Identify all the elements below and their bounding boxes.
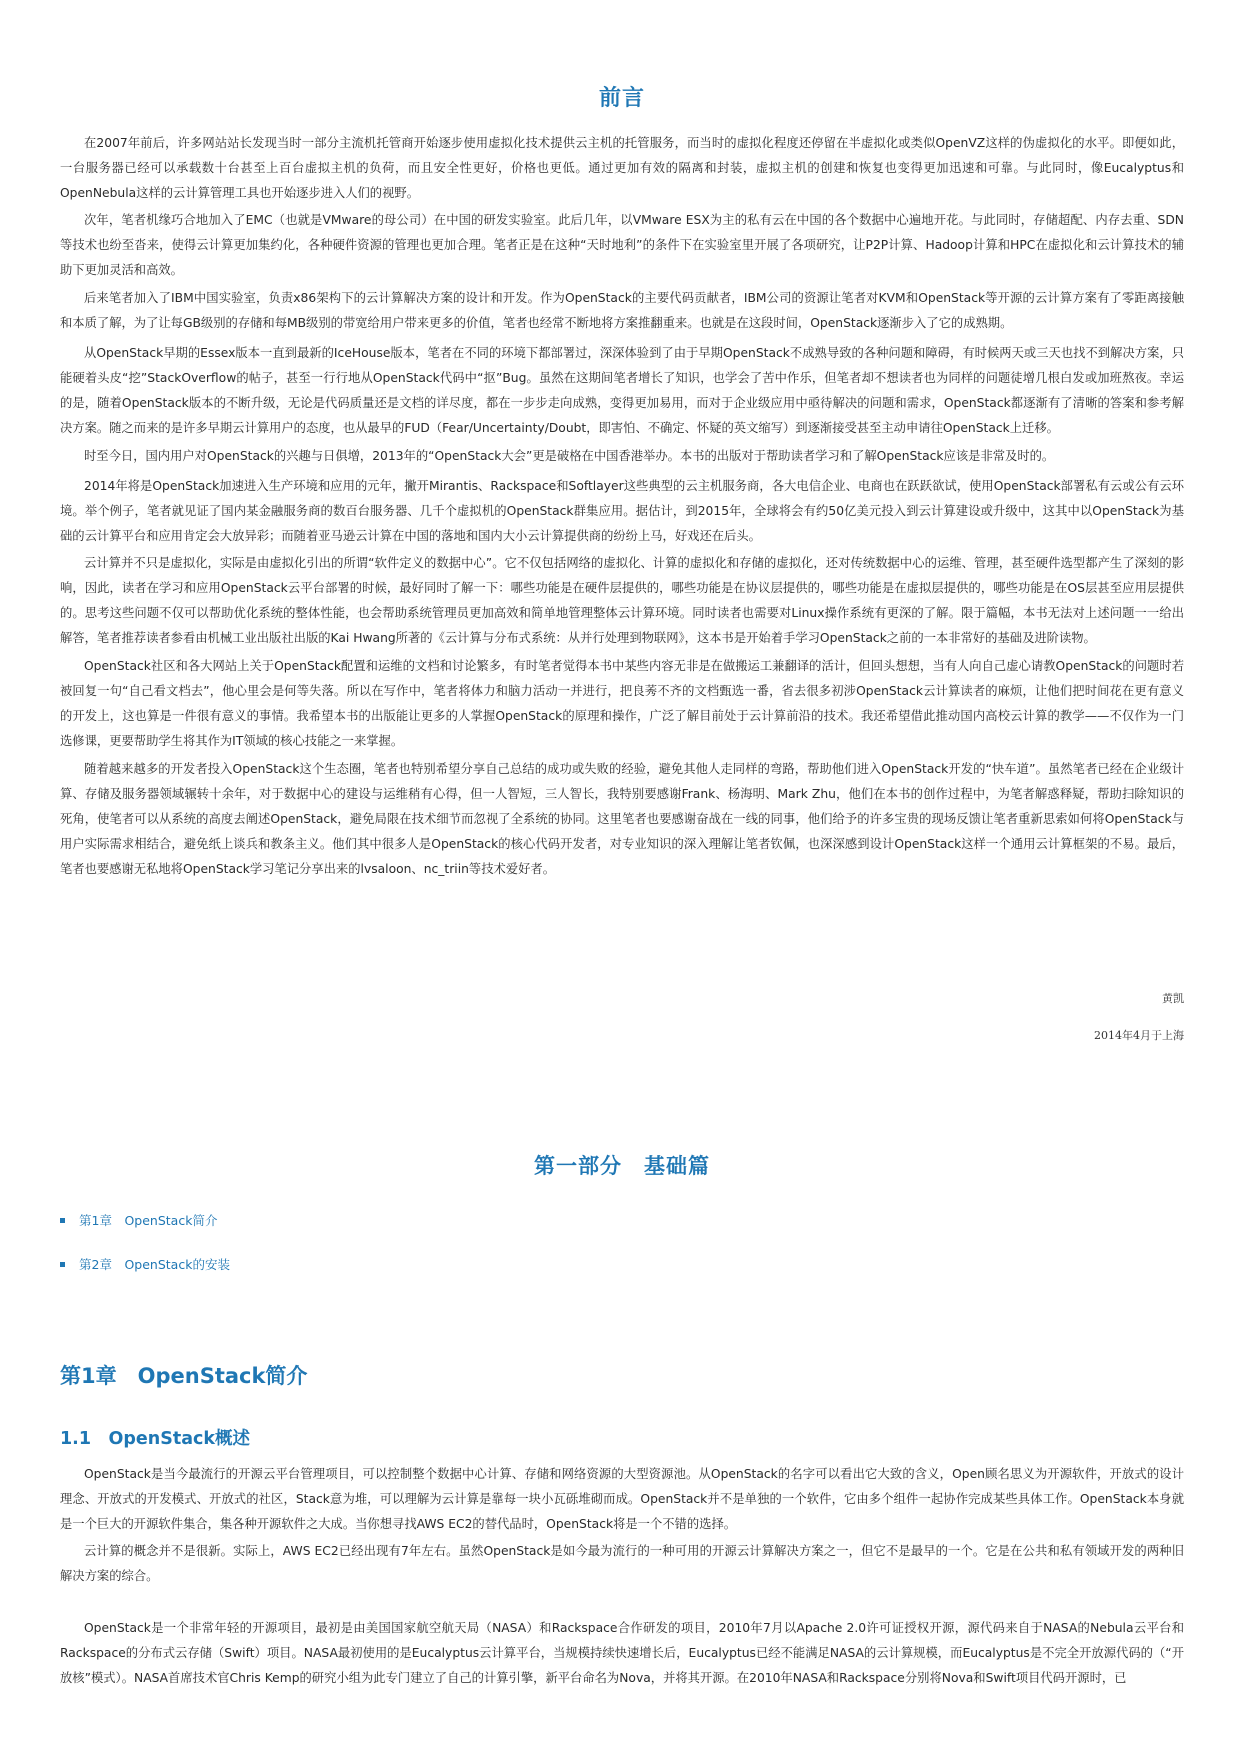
toc-item-chapter-1[interactable] <box>60 1210 660 1230</box>
section-paragraph: OpenStack是一个非常年轻的开源项目，最初是由美国国家航空航天局（NASA）和Rackspace合作研发的项目，2010年7月以Apache 2.0许可证授权开源，源代码来自于NASA的Nebula云平台和Rackspace的分布式云存储（Swift）项目。NASA最初使用的是Eucalyptus云计算平台，当规模持续快速增长后，Eucalyptus已经不能满足NASA的云计算规模，而Eucalyptus是不完全开放源代码的（“开放核”模式）。NASA首席技术官Chris Kemp的研究小组为此专门建立了自己的计算引擎，新平台命名为Nova，并将其开源。在2010年NASA和Rackspace分别将Nova和Swift项目代码开源时，已 <box>60 1621 1184 1685</box>
preface-paragraph: 次年，笔者机缘巧合地加入了EMC（也就是VMware的母公司）在中国的研发实验室。此后几年，以VMware ESX为主的私有云在中国的各个数据中心遍地开花。与此同时，存储超配、内存去重、SDN等技术也纷至沓来，使得云计算更加集约化，各种硬件资源的管理也更加合理。笔者正是在这种“天时地利”的条件下在实验室里开展了各项研究，让P2P计算、Hadoop计算和HPC在虚拟化和云计算技术的辅助下更加灵活和高效。 <box>60 213 1184 277</box>
section-paragraph: 云计算的概念并不是很新。实际上，AWS EC2已经出现有7年左右。虽然OpenStack是如今最为流行的一种可用的开源云计算解决方案之一，但它不是最早的一个。它是在公共和私有领域开发的两种旧解决方案的综合。 <box>60 1544 1184 1583</box>
preface-paragraph: 在2007年前后，许多网站站长发现当时一部分主流机托管商开始逐步使用虚拟化技术提供云主机的托管服务，而当时的虚拟化程度还停留在半虚拟化或类似OpenVZ这样的伪虚拟化的水平。即便如此，一台服务器已经可以承载数十台甚至上百台虚拟主机的负荷，而且安全性更好，价格也更低。通过更加有效的隔离和封装，虚拟主机的创建和恢复也变得更加迅速和可靠。与此同时，像Eucalyptus和OpenNebula这样的云计算管理工具也开始逐步进入人们的视野。 <box>60 136 1184 200</box>
square-bullet-icon <box>60 1262 65 1267</box>
preface-paragraph: 随着越来越多的开发者投入OpenStack这个生态圈，笔者也特别希望分享自己总结的成功或失败的经验，避免其他人走同样的弯路，帮助他们进入OpenStack开发的“快车道”。虽然笔者已经在企业级计算、存储及服务器领域辗转十余年，对于数据中心的建设与运维稍有心得，但一人智短，三人智长，我特别要感谢Frank、杨海明、Mark Zhu，他们在本书的创作过程中，为笔者解惑释疑，帮助扫除知识的死角，使笔者可以从系统的高度去阐述OpenStack，避免局限在技术细节而忽视了全系统的协同。这里笔者也要感谢奋战在一线的同事，他们给予的许多宝贵的现场反馈让笔者重新思索如何将OpenStack与用户实际需求相结合，避免纸上谈兵和教条主义。他们其中很多人是OpenStack的核心代码开发者，对专业知识的深入理解让笔者钦佩，也深深感到设计OpenStack这样一个通用云计算框架的不易。最后，笔者也要感谢无私地将OpenStack学习笔记分享出来的lvsaloon、nc_triin等技术爱好者。 <box>60 762 1184 876</box>
part-title: 第一部分 基础篇 <box>534 1154 710 1179</box>
preface-paragraph: 后来笔者加入了IBM中国实验室，负责x86架构下的云计算解决方案的设计和开发。作为OpenStack的主要代码贡献者，IBM公司的资源让笔者对KVM和OpenStack等开源的云计算方案有了零距离接触和本质了解，为了让每GB级别的存储和每MB级别的带宽给用户带来更多的价值，笔者也经常不断地将方案推翻重来。也就是在这段时间，OpenStack逐渐步入了它的成熟期。 <box>60 291 1184 330</box>
preface-paragraph: 2014年将是OpenStack加速进入生产环境和应用的元年，撇开Mirantis、Rackspace和Softlayer这些典型的云主机服务商，各大电信企业、电商也在跃跃欲试，使用OpenStack部署私有云或公有云环境。举个例子，笔者就见证了国内某金融服务商的数百台服务器、几千个虚拟机的OpenStack群集应用。据估计，到2015年，全球将会有约50亿美元投入到云计算建设或升级中，这其中以OpenStack为基础的云计算平台和应用肯定会大放异彩；而随着亚马逊云计算在中国的落地和国内大小云计算提供商的纷纷上马，好戏还在后头。 <box>60 479 1184 543</box>
preface-title: 前言 <box>598 85 645 111</box>
chapter-title: 第1章 OpenStack简介 <box>60 1364 308 1389</box>
square-bullet-icon <box>60 1218 65 1223</box>
preface-paragraph: 时至今日，国内用户对OpenStack的兴趣与日俱增，2013年的“OpenStack大会”更是破格在中国香港举办。本书的出版对于帮助读者学习和了解OpenStack应该是非常及时的。 <box>84 449 1055 463</box>
table-of-contents <box>60 1210 660 1298</box>
preface-paragraph: 云计算并不只是虚拟化，实际是由虚拟化引出的所谓“软件定义的数据中心”。它不仅包括网络的虚拟化、计算的虚拟化和存储的虚拟化，还对传统数据中心的运维、管理，甚至硬件选型都产生了深刻的影响，因此，读者在学习和应用OpenStack云平台部署的时候，最好同时了解一下：哪些功能是在硬件层提供的，哪些功能是在协议层提供的，哪些功能是在虚拟层提供的，哪些功能是在OS层甚至应用层提供的。思考这些问题不仅可以帮助优化系统的整体性能，也会帮助系统管理员更加高效和简单地管理整体云计算环境。同时读者也需要对Linux操作系统有更深的了解。限于篇幅，本书无法对上述问题一一给出解答，笔者推荐读者参看由机械工业出版社出版的Kai Hwang所著的《云计算与分布式系统：从并行处理到物联网》，这本书是开始着手学习OpenStack之前的一本非常好的基础及进阶读物。 <box>60 556 1184 645</box>
preface-date-place: 2014年4月于上海 <box>1094 1029 1184 1042</box>
toc-item-chapter-2[interactable] <box>60 1254 660 1274</box>
preface-paragraph: OpenStack社区和各大网站上关于OpenStack配置和运维的文档和讨论繁多，有时笔者觉得本书中某些内容无非是在做搬运工兼翻译的活计，但回头想想，当有人向自己虚心请教OpenStack的问题时若被回复一句“自己看文档去”，他心里会是何等失落。所以在写作中，笔者将体力和脑力活动一并进行，把良莠不齐的文档甄选一番，省去很多初涉OpenStack云计算读者的麻烦，让他们把时间花在更有意义的开发上，这也算是一件很有意义的事情。我希望本书的出版能让更多的人掌握OpenStack的原理和操作，广泛了解目前处于云计算前沿的技术。我还希望借此推动国内高校云计算的教学——不仅作为一门选修课，更要帮助学生将其作为IT领域的核心技能之一来掌握。 <box>60 659 1184 748</box>
preface-paragraph: 从OpenStack早期的Essex版本一直到最新的IceHouse版本，笔者在不同的环境下都部署过，深深体验到了由于早期OpenStack不成熟导致的各种问题和障碍，有时候两天或三天也找不到解决方案，只能硬着头皮“挖”StackOverflow的帖子，甚至一行行地从OpenStack代码中“抠”Bug。虽然在这期间笔者增长了知识，也学会了苦中作乐，但笔者却不想读者也为同样的问题徒增几根白发或加班熬夜。幸运的是，随着OpenStack版本的不断升级，无论是代码质量还是文档的详尽度，都在一步步走向成熟，变得更加易用，而对于企业级应用中亟待解决的问题和需求，OpenStack都逐渐有了清晰的答案和参考解决方案。随之而来的是许多早期云计算用户的态度，也从最早的FUD（Fear/Uncertainty/Doubt，即害怕、不确定、怀疑的英文缩写）到逐渐接受甚至主动申请往OpenStack上迁移。 <box>60 346 1184 435</box>
section-paragraph: OpenStack是当今最流行的开源云平台管理项目，可以控制整个数据中心计算、存储和网络资源的大型资源池。从OpenStack的名字可以看出它大致的含义，Open顾名思义为开源软件，开放式的设计理念、开放式的开发模式、开放式的社区，Stack意为堆，可以理解为云计算是靠每一块小瓦砾堆砌而成。OpenStack并不是单独的一个软件，它由多个组件一起协作完成某些具体工作。OpenStack本身就是一个巨大的开源软件集合，集各种开源软件之大成。当你想寻找AWS EC2的替代品时，OpenStack将是一个不错的选择。 <box>60 1467 1184 1531</box>
toc-item-label: 第1章 OpenStack简介 <box>79 1213 218 1228</box>
preface-author: 黄凯 <box>1162 992 1184 1005</box>
toc-item-label: 第2章 OpenStack的安装 <box>79 1257 230 1272</box>
section-title: 1.1 OpenStack概述 <box>60 1428 251 1449</box>
